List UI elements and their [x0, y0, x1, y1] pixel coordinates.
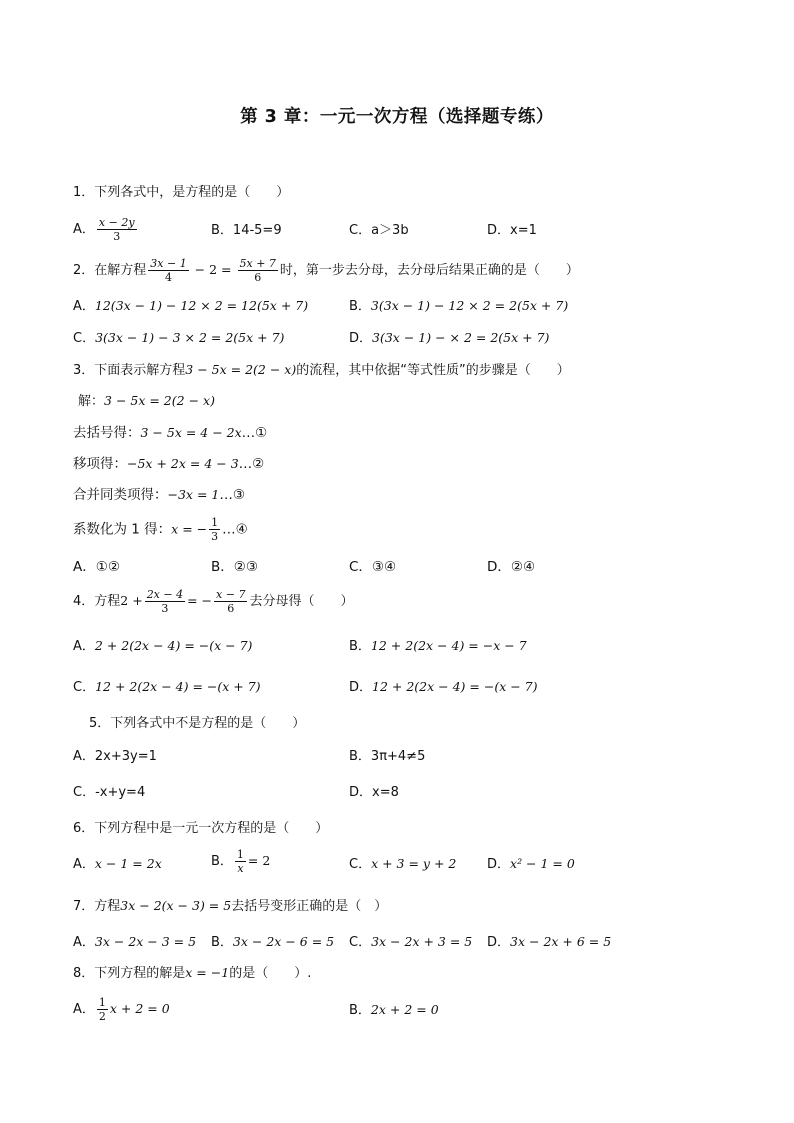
q6-option-b — [211, 848, 270, 875]
fraction — [97, 996, 108, 1023]
q6-option-a — [73, 858, 162, 871]
stem-text: 时，第一步去分母，去分母后结果正确的是（ ） — [279, 263, 579, 278]
equation-part: = − — [187, 593, 213, 608]
equation: 3(3x − 1) − 12 × 2 = 2(5x + 7) — [370, 298, 569, 313]
equation: −5x + 2x = 4 − 3 — [127, 456, 239, 471]
numerator: 1 — [211, 516, 219, 529]
option-label: A． — [73, 857, 95, 872]
question-7-stem — [73, 900, 387, 913]
equation-part: 2 + — [120, 593, 143, 608]
question-3-stem — [73, 364, 570, 377]
option-label: A． — [73, 299, 95, 314]
q3-step-3 — [73, 489, 245, 503]
fraction — [209, 516, 220, 543]
q3-option-a: A．①② — [73, 559, 120, 575]
fraction — [238, 257, 278, 284]
question-5-stem: 5．下列各式中不是方程的是（ ） — [89, 716, 306, 731]
q3-solution-line — [78, 395, 215, 408]
step-label: 合并同类项得： — [73, 487, 168, 503]
equation: 12 + 2(2x − 4) = −(x − 7) — [372, 679, 538, 694]
option-label: B． — [349, 1003, 371, 1018]
q1-option-c: C．a＞3b — [349, 223, 409, 238]
option-label: D． — [487, 935, 511, 950]
equation: 12 + 2(2x − 4) = −x − 7 — [370, 638, 527, 653]
stem-text: 去括号变形正确的是（ ） — [231, 899, 388, 914]
fraction — [145, 588, 185, 615]
q1-option-b: B．14-5=9 — [211, 223, 282, 238]
q3-option-c: C．③④ — [349, 559, 397, 575]
q2-option-a — [73, 300, 308, 313]
step-label: 系数化为 1 得： — [73, 521, 172, 538]
numerator: 5x + 7 — [239, 257, 276, 270]
equation: x − 1 = 2x — [94, 856, 162, 871]
question-2-stem — [73, 257, 579, 284]
q4-option-d — [349, 681, 538, 694]
step-label: 去括号得： — [73, 425, 141, 441]
equation: 3(3x − 1) − 3 × 2 = 2(5x + 7) — [95, 330, 285, 345]
equation: 3 − 5x = 4 − 2x — [140, 425, 242, 440]
option-label: B． — [211, 854, 233, 869]
stem-text: 的是（ ）. — [229, 966, 312, 981]
q2-option-d — [349, 332, 549, 345]
option-label: D． — [487, 857, 511, 872]
option-label: A． — [73, 639, 95, 654]
option-label: C． — [349, 935, 372, 950]
q7-option-c — [349, 936, 472, 949]
denominator: 6 — [227, 602, 235, 615]
equation: 3(3x − 1) − × 2 = 2(5x + 7) — [372, 330, 550, 345]
denominator: 6 — [254, 271, 262, 284]
equation: 12(3x − 1) − 12 × 2 = 12(5x + 7) — [94, 298, 309, 313]
equation: −3x = 1 — [167, 487, 220, 502]
equation-part: = 2 — [247, 853, 271, 868]
equation-part: − 2 = — [190, 262, 236, 277]
q3-step-2 — [73, 458, 264, 472]
fraction — [148, 257, 188, 284]
equation: 3x − 2x − 3 = 5 — [94, 934, 197, 949]
stem-text: 3．下面表示解方程 — [73, 363, 186, 378]
q3-option-d: D．②④ — [487, 559, 536, 575]
option-label: B． — [211, 935, 233, 950]
denominator: 2 — [98, 1010, 106, 1023]
equation: x + 2 = 0 — [109, 1001, 170, 1016]
q8-option-a — [73, 996, 170, 1023]
numerator: 2x − 4 — [146, 588, 184, 601]
q7-option-b — [211, 936, 334, 949]
equation: 3x − 2(x − 3) = 5 — [120, 898, 232, 913]
option-label: C． — [73, 331, 96, 346]
q2-option-b — [349, 300, 568, 313]
equation: x² − 1 = 0 — [510, 856, 575, 871]
equation: 3 − 5x = 2(2 − x) — [104, 393, 215, 408]
option-label: C． — [349, 857, 372, 872]
numerator: x − 2y — [98, 216, 135, 229]
q3-step-4 — [73, 516, 248, 543]
equation: x = − — [171, 521, 208, 537]
denominator: 3 — [113, 230, 121, 243]
q3-step-1 — [73, 427, 267, 441]
question-6-stem: 6．下列方程中是一元一次方程的是（ ） — [73, 821, 329, 836]
q1-option-d: D．x=1 — [487, 223, 537, 238]
q5-option-d: D．x=8 — [349, 785, 399, 800]
numerator: x − 7 — [216, 588, 246, 601]
denominator: 3 — [211, 530, 219, 543]
q5-option-b: B．3π+4≠5 — [349, 749, 426, 764]
step-label: 移项得： — [73, 456, 127, 472]
q7-option-d — [487, 936, 611, 949]
q1-option-a — [73, 216, 139, 243]
q2-option-c — [73, 332, 284, 345]
page-title: 第 3 章：一元一次方程（选择题专练） — [240, 107, 554, 127]
option-label: A． — [73, 935, 95, 950]
stem-text: 2．在解方程 — [73, 263, 147, 278]
fraction — [235, 848, 246, 875]
stem-text: 8．下列方程的解是 — [73, 966, 186, 981]
q3-option-b: B．②③ — [211, 559, 258, 575]
question-1-stem: 1．下列各式中，是方程的是（ ） — [73, 185, 290, 200]
step-marker: …④ — [222, 521, 248, 538]
denominator: 4 — [164, 271, 172, 284]
stem-text: 去分母得（ ） — [249, 594, 354, 609]
numerator: 1 — [236, 848, 244, 861]
q6-option-d — [487, 858, 575, 871]
equation: 3x − 2x + 6 = 5 — [510, 934, 612, 949]
stem-text: 的流程，其中依据“等式性质”的步骤是（ ） — [296, 363, 570, 378]
option-label: C． — [73, 680, 96, 695]
option-label: B． — [349, 299, 371, 314]
q4-option-a — [73, 640, 252, 653]
equation: 3x − 2x + 3 = 5 — [371, 934, 473, 949]
q5-option-a: A．2x+3y=1 — [73, 749, 157, 764]
option-label: D． — [349, 680, 373, 695]
step-marker: …③ — [219, 487, 245, 503]
fraction — [97, 216, 137, 243]
question-4-stem — [73, 588, 353, 615]
option-label: D． — [349, 331, 373, 346]
step-label: 解： — [78, 394, 105, 409]
equation: 12 + 2(2x − 4) = −(x + 7) — [95, 679, 261, 694]
equation: x + 3 = y + 2 — [371, 856, 457, 871]
q5-option-c: C．-x+y=4 — [73, 785, 146, 800]
equation: 3x − 2x − 6 = 5 — [232, 934, 335, 949]
step-marker: …② — [238, 456, 265, 472]
equation: 2 + 2(2x − 4) = −(x − 7) — [94, 638, 253, 653]
equation: 3 − 5x = 2(2 − x) — [185, 362, 297, 377]
option-label: B． — [349, 639, 371, 654]
denominator: 3 — [161, 602, 169, 615]
stem-text: 4．方程 — [73, 594, 121, 609]
fraction — [214, 588, 247, 615]
option-label: A． — [73, 1002, 95, 1017]
step-marker: …① — [241, 425, 268, 441]
q7-option-a — [73, 936, 196, 949]
q8-option-b — [349, 1004, 439, 1017]
denominator: x — [237, 862, 244, 875]
equation: x = −1 — [185, 965, 230, 980]
q4-option-b — [349, 640, 527, 653]
question-8-stem — [73, 967, 311, 980]
equation: 2x + 2 = 0 — [370, 1002, 439, 1017]
numerator: 3x − 1 — [150, 257, 187, 270]
q6-option-c — [349, 858, 456, 871]
stem-text: 7．方程 — [73, 899, 121, 914]
q4-option-c — [73, 681, 261, 694]
numerator: 1 — [98, 996, 106, 1009]
option-label: A． — [73, 222, 95, 237]
